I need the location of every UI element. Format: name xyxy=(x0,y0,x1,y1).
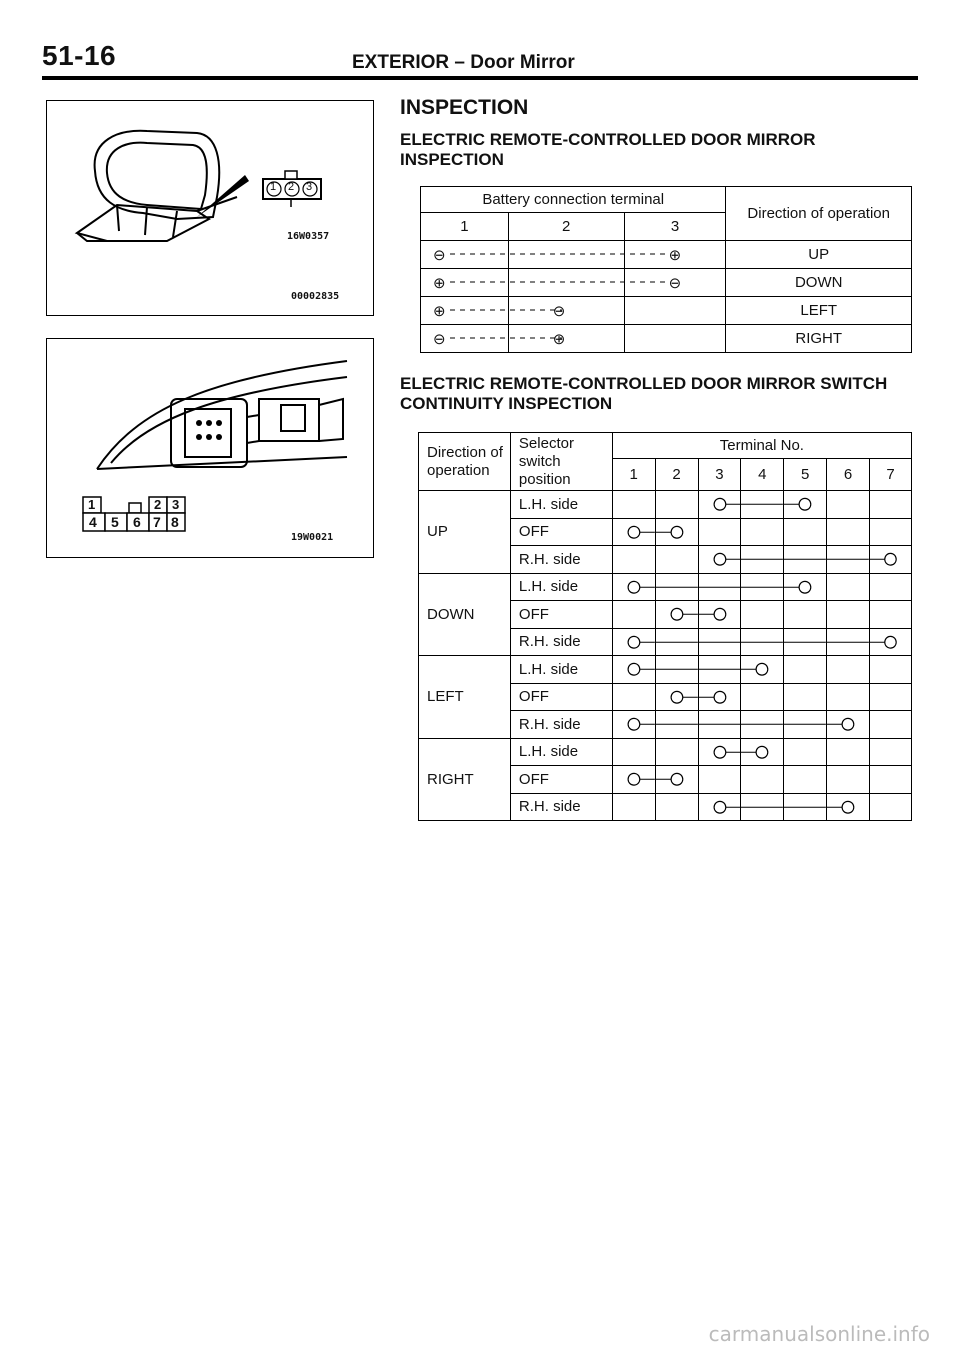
continuity-terminal-circle xyxy=(628,773,640,785)
selector-position-cell: R.H. side xyxy=(510,793,612,821)
battery-cell: ⊖ xyxy=(624,269,726,297)
terminal-cell xyxy=(784,518,827,546)
direction-cell: DOWN xyxy=(419,573,511,656)
table-row xyxy=(419,656,912,684)
direction-cell: LEFT xyxy=(419,656,511,739)
continuity-mark xyxy=(613,766,655,793)
continuity-mark xyxy=(656,519,698,546)
terminal-cell xyxy=(741,793,784,821)
continuity-mark xyxy=(699,629,741,656)
continuity-mark xyxy=(656,574,698,601)
continuity-terminal-circle xyxy=(628,663,640,675)
switch-inspection-heading: ELECTRIC REMOTE-CONTROLLED DOOR MIRROR SWITCH CONTINUITY INSPECTION xyxy=(400,374,888,413)
continuity-mark xyxy=(613,519,655,546)
continuity-terminal-circle xyxy=(628,718,640,730)
continuity-terminal-circle xyxy=(714,691,726,703)
continuity-terminal-circle xyxy=(628,581,640,593)
continuity-mark xyxy=(656,629,698,656)
continuity-mark xyxy=(870,546,911,573)
terminal-cell xyxy=(612,656,655,684)
selector-position-cell: OFF xyxy=(510,601,612,629)
continuity-terminal-circle xyxy=(714,553,726,565)
terminal-cell xyxy=(870,656,912,684)
terminal-cell xyxy=(612,738,655,766)
terminal-cell xyxy=(870,628,912,656)
direction-cell: DOWN xyxy=(726,269,912,297)
terminal-cell xyxy=(870,573,912,601)
continuity-mark xyxy=(784,711,826,738)
continuity-mark xyxy=(741,546,783,573)
terminal-cell xyxy=(655,793,698,821)
table-row xyxy=(419,573,912,601)
terminal-cell xyxy=(698,546,741,574)
selector-position-cell: L.H. side xyxy=(510,738,612,766)
terminal-cell xyxy=(655,546,698,574)
switch-pin-1: 1 xyxy=(88,497,96,512)
mirror-connector-drawing xyxy=(47,101,373,315)
terminal-cell xyxy=(698,793,741,821)
terminal-header: 3 xyxy=(624,213,726,241)
continuity-mark xyxy=(656,766,698,793)
direction-col-header: Direction of operation xyxy=(419,433,511,491)
selector-position-cell: L.H. side xyxy=(510,491,612,519)
terminal-cell xyxy=(741,601,784,629)
continuity-terminal-circle xyxy=(885,553,896,565)
terminal-cell xyxy=(827,546,870,574)
continuity-mark xyxy=(699,601,741,628)
terminal-cell xyxy=(612,491,655,519)
selector-position-cell: OFF xyxy=(510,518,612,546)
continuity-mark xyxy=(784,491,826,518)
continuity-mark xyxy=(827,794,869,821)
continuity-terminal-circle xyxy=(714,498,726,510)
switch-table-body xyxy=(419,491,912,821)
terminal-cell xyxy=(741,656,784,684)
terminal-cell xyxy=(698,628,741,656)
continuity-mark xyxy=(699,739,741,766)
terminal-cell xyxy=(655,491,698,519)
page-title: EXTERIOR – Door Mirror xyxy=(352,52,575,73)
terminal-cell xyxy=(741,518,784,546)
continuity-mark xyxy=(827,546,869,573)
terminal-cell xyxy=(784,656,827,684)
battery-group-header: Battery connection terminal xyxy=(421,187,726,213)
terminal-number: 4 xyxy=(741,459,784,491)
terminal-cell xyxy=(698,683,741,711)
direction-cell: RIGHT xyxy=(419,738,511,821)
terminal-cell xyxy=(698,766,741,794)
terminal-cell xyxy=(612,546,655,574)
continuity-mark xyxy=(656,601,698,628)
terminal-cell xyxy=(784,573,827,601)
terminal-cell xyxy=(827,738,870,766)
terminal-cell xyxy=(870,518,912,546)
switch-pin-8: 8 xyxy=(171,514,179,530)
terminal-cell xyxy=(870,491,912,519)
terminal-cell xyxy=(655,573,698,601)
continuity-terminal-circle xyxy=(757,663,769,675)
continuity-terminal-circle xyxy=(671,773,683,785)
terminal-cell xyxy=(612,683,655,711)
footer-watermark: carmanualsonline.info xyxy=(708,1322,930,1346)
terminal-number: 5 xyxy=(784,459,827,491)
header-rule xyxy=(42,76,918,80)
continuity-mark xyxy=(741,574,783,601)
terminal-cell xyxy=(655,518,698,546)
continuity-mark xyxy=(699,574,741,601)
selector-position-cell: R.H. side xyxy=(510,711,612,739)
battery-cell: ⊖ xyxy=(421,241,509,269)
figure-mirror-connector xyxy=(46,100,374,316)
terminal-header: 1 xyxy=(421,213,509,241)
terminal-header: 2 xyxy=(508,213,624,241)
terminal-number: 6 xyxy=(827,459,870,491)
terminal-cell xyxy=(784,601,827,629)
continuity-terminal-circle xyxy=(885,636,896,648)
switch-pin-3: 3 xyxy=(172,497,180,512)
continuity-mark xyxy=(827,629,869,656)
terminal-cell xyxy=(655,628,698,656)
terminal-cell xyxy=(741,573,784,601)
terminal-cell xyxy=(741,546,784,574)
terminal-cell xyxy=(612,573,655,601)
terminal-cell xyxy=(827,683,870,711)
continuity-terminal-circle xyxy=(757,746,769,758)
terminal-cell xyxy=(612,711,655,739)
battery-cell: ⊕ xyxy=(624,241,726,269)
figure-code: 16W0357 xyxy=(287,231,330,242)
page-number: 51-16 xyxy=(42,40,117,71)
section-heading: INSPECTION xyxy=(400,96,529,119)
continuity-terminal-circle xyxy=(842,718,854,730)
terminal-number: 1 xyxy=(612,459,655,491)
polarity-dash-lines xyxy=(420,240,720,352)
terminal-cell xyxy=(827,573,870,601)
continuity-terminal-circle xyxy=(842,801,854,813)
table-row xyxy=(419,491,912,519)
battery-cell: ⊕ xyxy=(421,269,509,297)
continuity-mark xyxy=(699,794,741,821)
figure-code: 19W0021 xyxy=(291,532,334,543)
continuity-mark xyxy=(784,574,826,601)
terminal-cell xyxy=(827,711,870,739)
battery-cell: ⊖ xyxy=(508,297,624,325)
direction-cell: RIGHT xyxy=(726,325,912,353)
terminal-cell xyxy=(698,656,741,684)
continuity-mark xyxy=(613,629,655,656)
connector-pin-3: 3 xyxy=(306,181,313,193)
terminal-cell xyxy=(612,628,655,656)
mirror-inspection-heading: ELECTRIC REMOTE-CONTROLLED DOOR MIRROR INSPECTION xyxy=(400,130,816,169)
continuity-terminal-circle xyxy=(714,746,726,758)
selector-col-header: Selector switch position xyxy=(510,433,612,491)
switch-pin-4: 4 xyxy=(89,514,97,530)
terminal-cell xyxy=(870,766,912,794)
direction-header: Direction of operation xyxy=(726,187,912,241)
continuity-mark xyxy=(656,656,698,683)
terminal-cell xyxy=(698,711,741,739)
continuity-mark xyxy=(784,546,826,573)
battery-cell: ⊕ xyxy=(421,297,509,325)
terminal-cell xyxy=(827,491,870,519)
switch-continuity-table xyxy=(418,432,912,821)
switch-pin-5: 5 xyxy=(111,514,119,530)
direction-cell: LEFT xyxy=(726,297,912,325)
continuity-terminal-circle xyxy=(799,581,811,593)
switch-pin-6: 6 xyxy=(133,514,141,530)
continuity-mark xyxy=(784,794,826,821)
terminal-cell xyxy=(612,601,655,629)
terminal-cell xyxy=(612,793,655,821)
continuity-mark xyxy=(699,491,741,518)
terminal-cell xyxy=(870,711,912,739)
figure-mirror-switch xyxy=(46,338,374,558)
terminal-cell xyxy=(655,738,698,766)
terminal-cell xyxy=(612,766,655,794)
selector-position-cell: L.H. side xyxy=(510,573,612,601)
terminal-cell xyxy=(870,738,912,766)
continuity-terminal-circle xyxy=(671,608,683,620)
terminal-cell xyxy=(784,491,827,519)
terminal-cell xyxy=(827,518,870,546)
terminal-cell xyxy=(784,766,827,794)
continuity-mark xyxy=(784,629,826,656)
terminal-cell xyxy=(741,628,784,656)
terminal-cell xyxy=(698,491,741,519)
continuity-mark xyxy=(656,684,698,711)
continuity-mark xyxy=(699,711,741,738)
continuity-terminal-circle xyxy=(628,526,640,538)
terminal-cell xyxy=(827,793,870,821)
terminal-cell xyxy=(698,738,741,766)
terminal-cell xyxy=(784,628,827,656)
terminal-cell xyxy=(655,601,698,629)
terminal-cell xyxy=(741,711,784,739)
selector-position-cell: R.H. side xyxy=(510,628,612,656)
continuity-mark xyxy=(699,684,741,711)
switch-pin-7: 7 xyxy=(153,514,161,530)
terminal-cell xyxy=(784,711,827,739)
selector-position-cell: L.H. side xyxy=(510,656,612,684)
continuity-mark xyxy=(613,574,655,601)
terminal-cell xyxy=(698,601,741,629)
continuity-mark xyxy=(699,656,741,683)
continuity-mark xyxy=(827,711,869,738)
terminal-cell xyxy=(784,793,827,821)
terminal-group-header: Terminal No. xyxy=(612,433,911,459)
terminal-cell xyxy=(741,491,784,519)
terminal-cell xyxy=(827,656,870,684)
terminal-cell xyxy=(870,601,912,629)
selector-position-cell: OFF xyxy=(510,766,612,794)
continuity-mark xyxy=(741,629,783,656)
terminal-cell xyxy=(870,683,912,711)
continuity-mark xyxy=(870,629,911,656)
continuity-mark xyxy=(613,711,655,738)
terminal-number: 3 xyxy=(698,459,741,491)
terminal-cell xyxy=(827,628,870,656)
continuity-mark xyxy=(699,546,741,573)
terminal-cell xyxy=(784,546,827,574)
terminal-cell xyxy=(741,683,784,711)
terminal-cell xyxy=(655,766,698,794)
terminal-cell xyxy=(698,518,741,546)
continuity-terminal-circle xyxy=(671,691,683,703)
terminal-number: 7 xyxy=(870,459,912,491)
direction-cell: UP xyxy=(419,491,511,574)
selector-position-cell: R.H. side xyxy=(510,546,612,574)
selector-position-cell: OFF xyxy=(510,683,612,711)
terminal-cell xyxy=(655,683,698,711)
terminal-cell xyxy=(827,766,870,794)
continuity-mark xyxy=(741,711,783,738)
terminal-cell xyxy=(655,656,698,684)
switch-pin-2: 2 xyxy=(154,497,162,512)
continuity-terminal-circle xyxy=(714,608,726,620)
terminal-cell xyxy=(612,518,655,546)
continuity-mark xyxy=(741,794,783,821)
terminal-cell xyxy=(870,546,912,574)
continuity-terminal-circle xyxy=(671,526,683,538)
terminal-cell xyxy=(741,738,784,766)
terminal-number: 2 xyxy=(655,459,698,491)
terminal-cell xyxy=(784,683,827,711)
continuity-terminal-circle xyxy=(799,498,811,510)
continuity-mark xyxy=(741,491,783,518)
continuity-mark xyxy=(613,656,655,683)
continuity-terminal-circle xyxy=(628,636,640,648)
terminal-cell xyxy=(655,711,698,739)
table-row xyxy=(419,738,912,766)
terminal-cell xyxy=(784,738,827,766)
continuity-terminal-circle xyxy=(714,801,726,813)
connector-pin-1: 1 xyxy=(270,181,277,193)
battery-cell: ⊕ xyxy=(508,325,624,353)
battery-cell: ⊖ xyxy=(421,325,509,353)
connector-pin-2: 2 xyxy=(288,181,295,193)
figure-ref: 00002835 xyxy=(291,291,340,302)
direction-cell: UP xyxy=(726,241,912,269)
terminal-cell xyxy=(741,766,784,794)
terminal-cell xyxy=(870,793,912,821)
terminal-cell xyxy=(827,601,870,629)
terminal-cell xyxy=(698,573,741,601)
continuity-mark xyxy=(741,656,783,683)
continuity-mark xyxy=(656,711,698,738)
continuity-mark xyxy=(741,739,783,766)
